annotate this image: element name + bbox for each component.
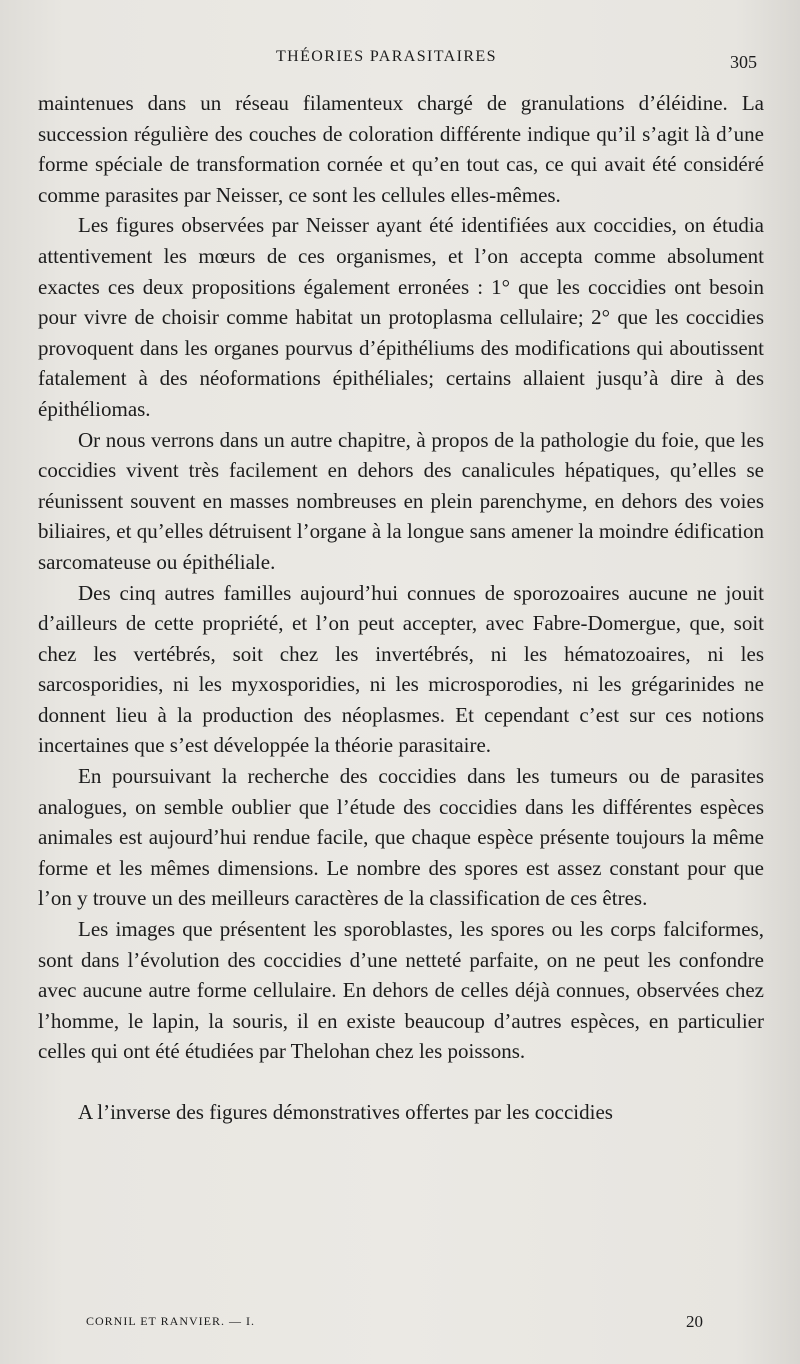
running-title: THÉORIES PARASITAIRES — [276, 48, 497, 65]
paragraph: Les figures observées par Neisser ayant été identifiées aux coccidies, on étudia attentivement les mœurs de ces organismes, et l’on accepta comme absolument exactes ces deux propositions également erronées : 1° que les coccidies ont besoin pour vivre de choisir comme habitat un protoplasma cellulaire; 2° que les coccidies provoquent dans les organes pourvus d’épithéliums des modifications qui aboutissent fatalement à des néoformations épithéliales; certains allaient jusqu’à dire à des épithéliomas. — [38, 213, 764, 421]
page-number: 305 — [730, 52, 757, 72]
running-head — [0, 48, 800, 72]
paragraph-continued: maintenues dans un réseau filamenteux chargé de granulations d’éléidine. La succession régulière des couches de coloration différente indique qu’il s’agit là d’une forme spéciale de transformation cornée et qu’en tout cas, ce qui avait été considéré comme parasites par Neisser, ce sont les cellules elles-mêmes. — [38, 91, 764, 207]
printer-signature: CORNIL ET RANVIER. — I. — [86, 1314, 255, 1328]
paragraph: En poursuivant la recherche des coccidies dans les tumeurs ou de parasites analogues, on semble oublier que l’étude des coccidies dans les différentes espèces animales est aujourd’hui rendue facile, que chaque espèce présente toujours la même forme et les mêmes dimensions. Le nombre des spores est assez constant pour que l’on y trouve un des meilleurs caractères de la classification de ces êtres. — [38, 764, 764, 911]
paragraph: Or nous verrons dans un autre chapitre, à propos de la pathologie du foie, que les coccidies vivent très facilement en dehors des canalicules hépatiques, qu’elles se réunissent souvent en masses nombreuses en plein parenchyme, en dehors des voies biliaires, et qu’elles détruisent l’organe à la longue sans amener la moindre édification sarcomateuse ou épithéliale. — [38, 427, 764, 574]
sheet-number: 20 — [686, 1312, 703, 1331]
paragraph-last: A l’inverse des figures démonstratives offertes par les coccidies — [78, 1100, 613, 1124]
page-footer — [0, 1312, 800, 1334]
paragraph: Les images que présentent les sporoblastes, les spores ou les corps falciformes, sont dans l’évolution des coccidies d’une netteté parfaite, on ne peut les confondre avec aucune autre forme cellulaire. En dehors de celles déjà connues, observées chez l’homme, le lapin, la souris, il en existe beaucoup d’autres espèces, en particulier celles qui ont été étudiées par Thelohan chez les poissons. — [38, 917, 764, 1064]
body-text — [38, 88, 764, 1128]
paragraph: Des cinq autres familles aujourd’hui connues de sporozoaires aucune ne jouit d’ailleurs de cette propriété, et l’on peut accepter, avec Fabre-Domergue, que, soit chez les vertébrés, soit chez les invertébrés, ni les hématozoaires, ni les sarcosporidies, ni les myxosporidies, ni les microsporodies, ni les grégarinides ne donnent lieu à la production des néoplasmes. Et cependant c’est sur ces notions incertaines que s’est développée la théorie parasitaire. — [38, 580, 764, 758]
